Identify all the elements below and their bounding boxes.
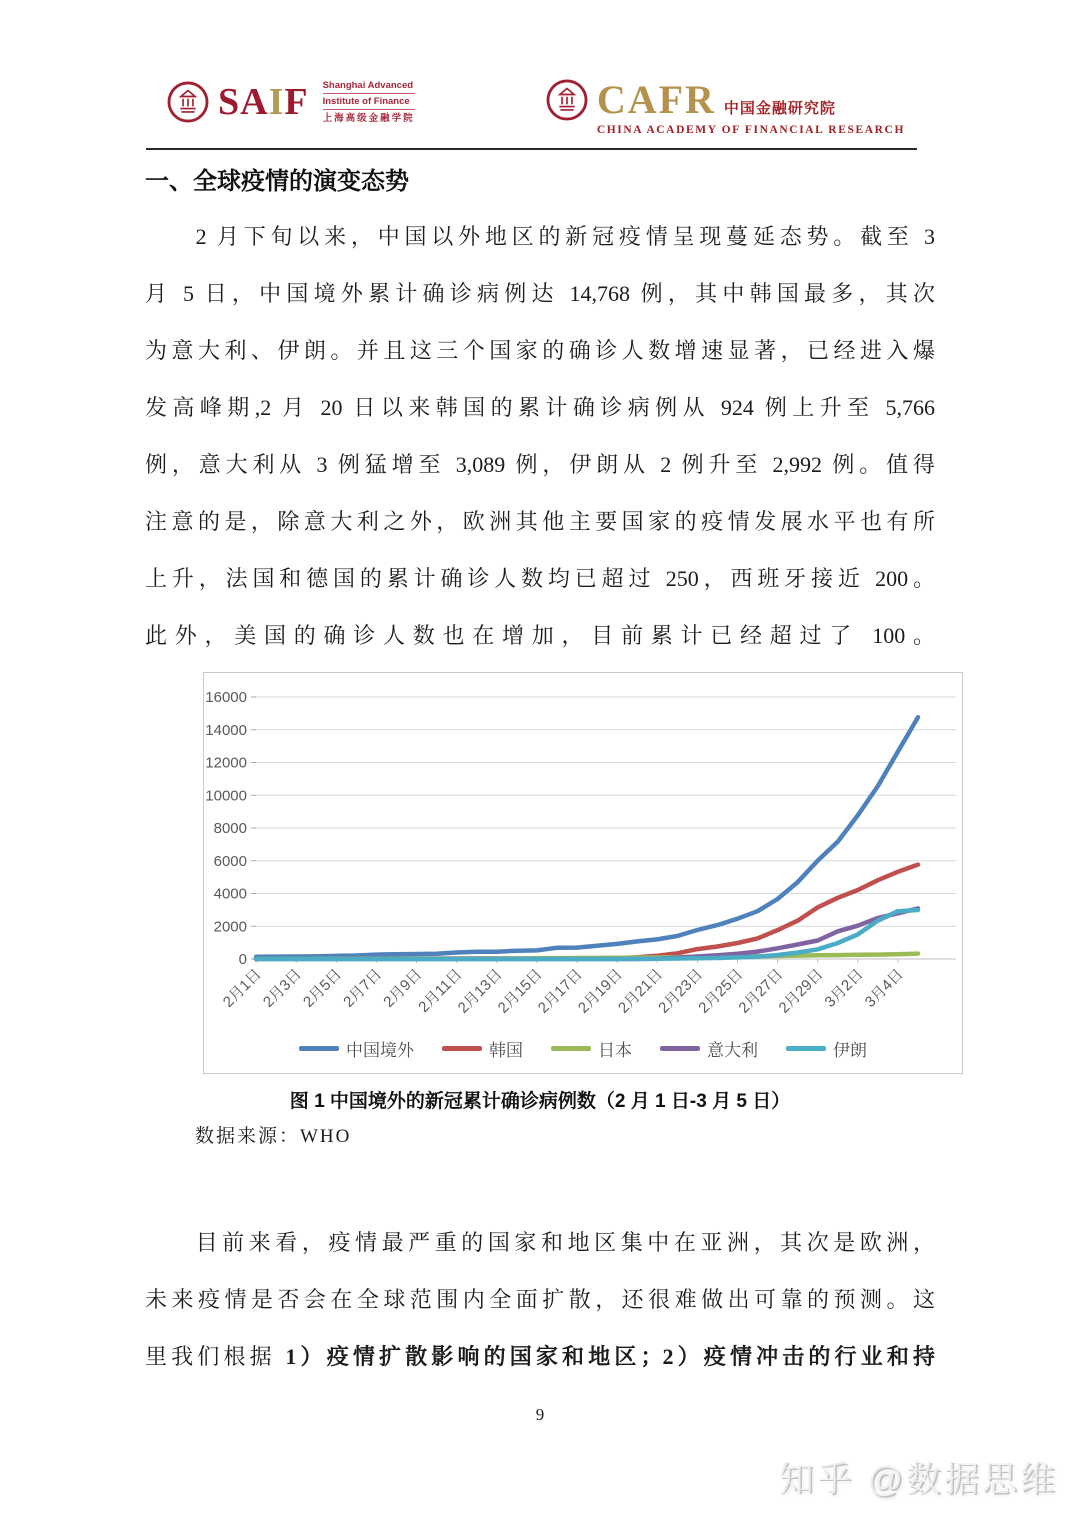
x-tick-label: 2月11日 <box>415 965 466 1016</box>
x-tick-label: 2月29日 <box>775 965 827 1017</box>
body-line: 2 月下旬以来，中国以外地区的新冠疫情呈现蔓延态势。截至 3 <box>195 224 935 249</box>
section-title: 一、全球疫情的演变态势 <box>145 168 409 195</box>
legend-item <box>551 1036 632 1061</box>
saif-wordmark: SAIF <box>218 80 309 123</box>
x-tick-label: 2月21日 <box>615 965 667 1017</box>
x-tick-label: 3月4日 <box>861 965 907 1011</box>
legend-label: 日本 <box>598 1040 632 1060</box>
body-line: 目前来看，疫情最严重的国家和地区集中在亚洲，其次是欧洲， <box>195 1230 935 1255</box>
x-tick-label: 2月27日 <box>735 965 787 1017</box>
x-tick-label: 2月9日 <box>380 965 426 1011</box>
y-tick-label: 14000 <box>205 721 247 739</box>
legend-swatch-icon <box>660 1046 700 1051</box>
x-tick-label: 3月2日 <box>821 965 867 1011</box>
body-line: 注意的是，除意大利之外，欧洲其他主要国家的疫情发展水平也有所 <box>145 509 935 534</box>
cafr-seal-icon <box>545 78 589 122</box>
x-tick-label: 2月5日 <box>300 965 346 1011</box>
cafr-en-name: CHINA ACADEMY OF FINANCIAL RESEARCH <box>596 124 905 136</box>
figure-chart <box>203 672 963 1074</box>
legend-item <box>660 1036 758 1061</box>
body-line-normal-part: 里我们根据 <box>145 1344 286 1369</box>
saif-subtitle-cn: 上海高级金融学院 <box>322 113 415 124</box>
body-line-bold-part: 1）疫情扩散影响的国家和地区；2）疫情冲击的行业和持 <box>285 1344 935 1369</box>
line-chart <box>204 681 962 1021</box>
x-tick-label: 2月15日 <box>494 965 546 1017</box>
legend-swatch-icon <box>299 1046 339 1051</box>
x-tick-label: 2月3日 <box>259 965 305 1011</box>
legend-item <box>442 1036 523 1061</box>
legend-swatch-icon <box>442 1046 482 1051</box>
y-tick-label: 4000 <box>213 885 247 903</box>
series-line-意大利 <box>256 908 918 959</box>
x-tick-label: 2月13日 <box>454 965 506 1017</box>
watermark: 知乎 @数据思维 <box>778 1460 1058 1499</box>
body-line: 月 5 日，中国境外累计确诊病例达 14,768 例，其中韩国最多，其次 <box>145 281 935 306</box>
saif-subtitle-line2: Institute of Finance <box>323 94 415 110</box>
saif-logo <box>166 78 415 125</box>
legend-item <box>786 1036 867 1061</box>
y-tick-label: 12000 <box>205 754 247 772</box>
body-line: 未来疫情是否会在全球范围内全面扩散，还很难做出可靠的预测。这 <box>145 1287 935 1312</box>
legend-swatch-icon <box>786 1046 826 1051</box>
chart-legend <box>204 1026 962 1070</box>
cafr-wordmark: CAFR <box>596 77 716 122</box>
header-divider <box>146 148 917 150</box>
saif-subtitle-line1: Shanghai Advanced <box>323 78 415 94</box>
cafr-cn-name: 中国金融研究院 <box>723 100 836 117</box>
x-tick-label: 2月17日 <box>534 965 586 1017</box>
figure-caption: 图 1 中国境外的新冠累计确诊病例数（2 月 1 日-3 月 5 日） <box>289 1091 791 1112</box>
x-tick-label: 2月1日 <box>219 965 265 1011</box>
paragraph-2-lines <box>145 1214 935 1328</box>
y-tick-label: 6000 <box>213 852 247 870</box>
saif-seal-icon <box>166 80 210 124</box>
cafr-logo <box>545 78 905 136</box>
body-line: 上升，法国和德国的累计确诊人数均已超过 250，西班牙接近 200。 <box>145 566 935 591</box>
body-line: 例，意大利从 3 例猛增至 3,089 例，伊朗从 2 例升至 2,992 例。值得 <box>145 452 935 477</box>
legend-label: 中国境外 <box>346 1040 414 1060</box>
paragraph-1 <box>145 208 935 664</box>
series-line-伊朗 <box>256 910 918 959</box>
x-tick-label: 2月25日 <box>695 965 747 1017</box>
legend-label: 意大利 <box>707 1040 758 1060</box>
body-line: 发高峰期,2 月 20 日以来韩国的累计确诊病例从 924 例上升至 5,766 <box>145 395 935 420</box>
saif-subtitle <box>323 78 415 125</box>
y-tick-label: 2000 <box>213 918 247 936</box>
x-tick-label: 2月19日 <box>574 965 626 1017</box>
legend-label: 韩国 <box>489 1040 523 1060</box>
page-number: 9 <box>535 1405 545 1424</box>
legend-swatch-icon <box>551 1046 591 1051</box>
page-content <box>145 166 935 1425</box>
x-tick-label: 2月23日 <box>655 965 707 1017</box>
series-line-中国境外 <box>256 717 918 957</box>
legend-label: 伊朗 <box>833 1040 867 1060</box>
y-tick-label: 8000 <box>213 820 247 837</box>
body-line: 此外，美国的确诊人数也在增加，目前累计已经超过了 100。 <box>145 623 935 648</box>
paragraph-2 <box>145 1214 935 1385</box>
figure-source: 数据来源：WHO <box>195 1126 352 1147</box>
legend-item <box>299 1036 414 1061</box>
body-line-mixed <box>145 1328 935 1385</box>
y-tick-label: 16000 <box>205 689 247 706</box>
y-tick-label: 10000 <box>205 787 247 805</box>
body-line: 为意大利、伊朗。并且这三个国家的确诊人数增速显著，已经进入爆 <box>145 338 935 363</box>
y-tick-label: 0 <box>238 951 247 968</box>
page-header <box>0 0 1080 136</box>
x-tick-label: 2月7日 <box>340 965 386 1011</box>
